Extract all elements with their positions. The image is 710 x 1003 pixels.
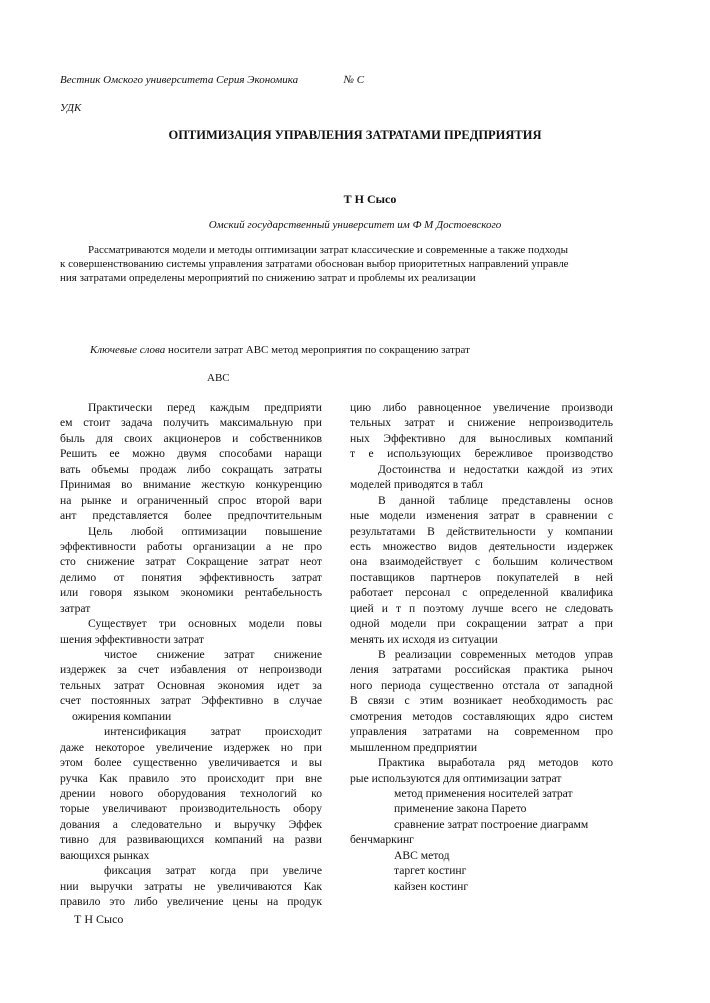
text-line: смотрения методов составляющих ядро систем bbox=[350, 709, 613, 723]
text-line: ных Эффективно для выносливых компаний bbox=[350, 431, 613, 445]
text-line: ления затратами российская практика рыноч bbox=[350, 663, 613, 677]
text-line: вать объемы продаж либо сокращать затраты bbox=[60, 462, 322, 476]
text-line: затрат bbox=[60, 601, 91, 615]
text-line: менять их исходя из ситуации bbox=[350, 632, 498, 646]
text-line: даже некоторое увеличение издержек но при bbox=[60, 740, 322, 754]
text-line: В связи с этим возникает необходимость рас bbox=[350, 694, 613, 708]
text-line: интенсификация затрат происходит bbox=[104, 725, 322, 739]
journal-header bbox=[60, 74, 364, 86]
text-line: правило это либо увеличение цены на продук bbox=[60, 895, 322, 909]
text-line: ного периода существенно отстала от западной bbox=[350, 678, 613, 692]
text-line: торые увеличивают производительность обору bbox=[60, 802, 322, 816]
keywords bbox=[90, 344, 470, 356]
text-line: таргет костинг bbox=[394, 864, 467, 878]
text-line: В реализации современных методов управ bbox=[378, 648, 613, 662]
text-line: есть множество видов деятельности издержек bbox=[350, 539, 613, 553]
keywords-text: носители затрат АВС метод мероприятия по сокращению затрат bbox=[167, 344, 470, 356]
text-line: В данной таблице представлены основ bbox=[378, 493, 613, 507]
text-line: сравнение затрат построение диаграмм bbox=[394, 817, 589, 831]
text-line: т е использующих бережливое производство bbox=[350, 447, 613, 461]
text-line: ные модели изменения затрат в сравнении с bbox=[350, 509, 613, 523]
text-line: она взаимодействует с большим количеством bbox=[350, 555, 613, 569]
article-title: ОПТИМИЗАЦИЯ УПРАВЛЕНИЯ ЗАТРАТАМИ ПРЕДПРИЯТИЯ bbox=[168, 128, 542, 142]
text-line: Решить ее можно двумя способами наращи bbox=[60, 447, 322, 461]
text-line: Цель любой оптимизации повышение bbox=[88, 524, 322, 538]
abc-label: АВС bbox=[207, 372, 230, 384]
text-line: моделей приводятся в табл bbox=[350, 478, 483, 492]
text-line: тивно для развивающихся компаний на разви bbox=[60, 833, 322, 847]
keywords-label: Ключевые слова bbox=[90, 344, 166, 356]
text-line: тельных затрат Основная экономия идет за bbox=[60, 678, 322, 692]
abstract bbox=[60, 243, 620, 285]
text-line: быль для своих акционеров и собственников bbox=[60, 431, 322, 445]
text-line: цию либо равноценное увеличение производи bbox=[350, 401, 613, 414]
text-line: счет постоянных затрат Эффективно в случае bbox=[60, 694, 322, 708]
article-author: Т Н Сысо bbox=[343, 192, 397, 206]
text-line: Принимая во внимание жесткую конкуренцию bbox=[60, 478, 322, 492]
text-line: шения эффективности затрат bbox=[60, 632, 204, 646]
journal-name: Вестник Омского университета Серия Экономика bbox=[60, 74, 299, 86]
text-line: мышленном предприятии bbox=[350, 740, 478, 754]
text-line: дования а следовательно и выручку Эффек bbox=[60, 817, 322, 831]
text-line: применение закона Парето bbox=[394, 802, 527, 816]
text-line: эффективности работы организации а не про bbox=[60, 539, 322, 553]
abstract-line: к совершенствованию системы управления затратами обоснован выбор приоритетных направлений управле bbox=[60, 258, 569, 270]
text-line: результатами В действительности у компании bbox=[350, 524, 613, 538]
text-line: фиксация затрат когда при увеличе bbox=[104, 864, 322, 878]
text-line: цией и т п поэтому лучше всего не следовать bbox=[350, 601, 613, 615]
issue-number: № С bbox=[343, 74, 365, 86]
body-column-left bbox=[60, 400, 322, 910]
text-line: этом более существенно увеличивается и вы bbox=[60, 756, 322, 770]
text-line: одной модели при сокращении затрат а при bbox=[350, 617, 613, 631]
text-line: Практически перед каждым предприяти bbox=[88, 401, 322, 414]
text-line: дрении нового оборудования технологий ко bbox=[60, 786, 322, 800]
text-line: работает персонал с определенной квалифика bbox=[350, 586, 613, 600]
page-footer-author: Т Н Сысо bbox=[74, 912, 124, 926]
author-affiliation: Омский государственный университет им Ф М Достоевского bbox=[208, 219, 502, 231]
text-line: сто снижение затрат Сокращение затрат неот bbox=[60, 555, 322, 569]
text-line: или говоря языком экономики рентабельность bbox=[60, 586, 322, 600]
text-line: ант представляется более предпочтительным bbox=[60, 509, 322, 523]
text-line: кайзен костинг bbox=[394, 879, 469, 893]
text-line: тельных затрат и снижение непроизводитель bbox=[350, 416, 613, 430]
text-line: ем стоит задача получить максимальную при bbox=[60, 416, 322, 430]
text-line: ожирения компании bbox=[72, 709, 172, 723]
text-line: Практика выработала ряд методов кото bbox=[378, 756, 613, 770]
text-line: поставщиков партнеров покупателей в ней bbox=[350, 570, 613, 584]
text-line: метод применения носителей затрат bbox=[394, 787, 573, 800]
text-line: издержек за счет избавления от непроизводи bbox=[60, 663, 322, 677]
text-line: вающихся рынках bbox=[60, 848, 150, 862]
text-line: управления затратами на современном про bbox=[350, 725, 613, 739]
text-line: ручка Как правило это происходит при вне bbox=[60, 771, 322, 785]
abstract-line: Рассматриваются модели и методы оптимизации затрат классические и современные а также подходы bbox=[88, 244, 568, 256]
text-line: делимо от понятия эффективность затрат bbox=[60, 570, 322, 584]
text-line: бенчмаркинг bbox=[350, 833, 414, 847]
text-line: на рынке и ограниченный спрос второй вари bbox=[60, 493, 322, 507]
body-column-right bbox=[350, 400, 613, 894]
text-line: Существует три основных модели повы bbox=[88, 617, 322, 631]
text-line: Достоинства и недостатки каждой из этих bbox=[378, 462, 613, 476]
udk-label: УДК bbox=[60, 102, 82, 114]
text-line: рые используются для оптимизации затрат bbox=[350, 771, 562, 785]
text-line: чистое снижение затрат снижение bbox=[104, 648, 322, 662]
abstract-line: ния затратами определены мероприятий по снижению затрат и проблемы их реализации bbox=[60, 272, 476, 284]
text-line: АВС метод bbox=[394, 848, 450, 862]
text-line: нии выручки затраты не увеличиваются Как bbox=[60, 879, 322, 893]
